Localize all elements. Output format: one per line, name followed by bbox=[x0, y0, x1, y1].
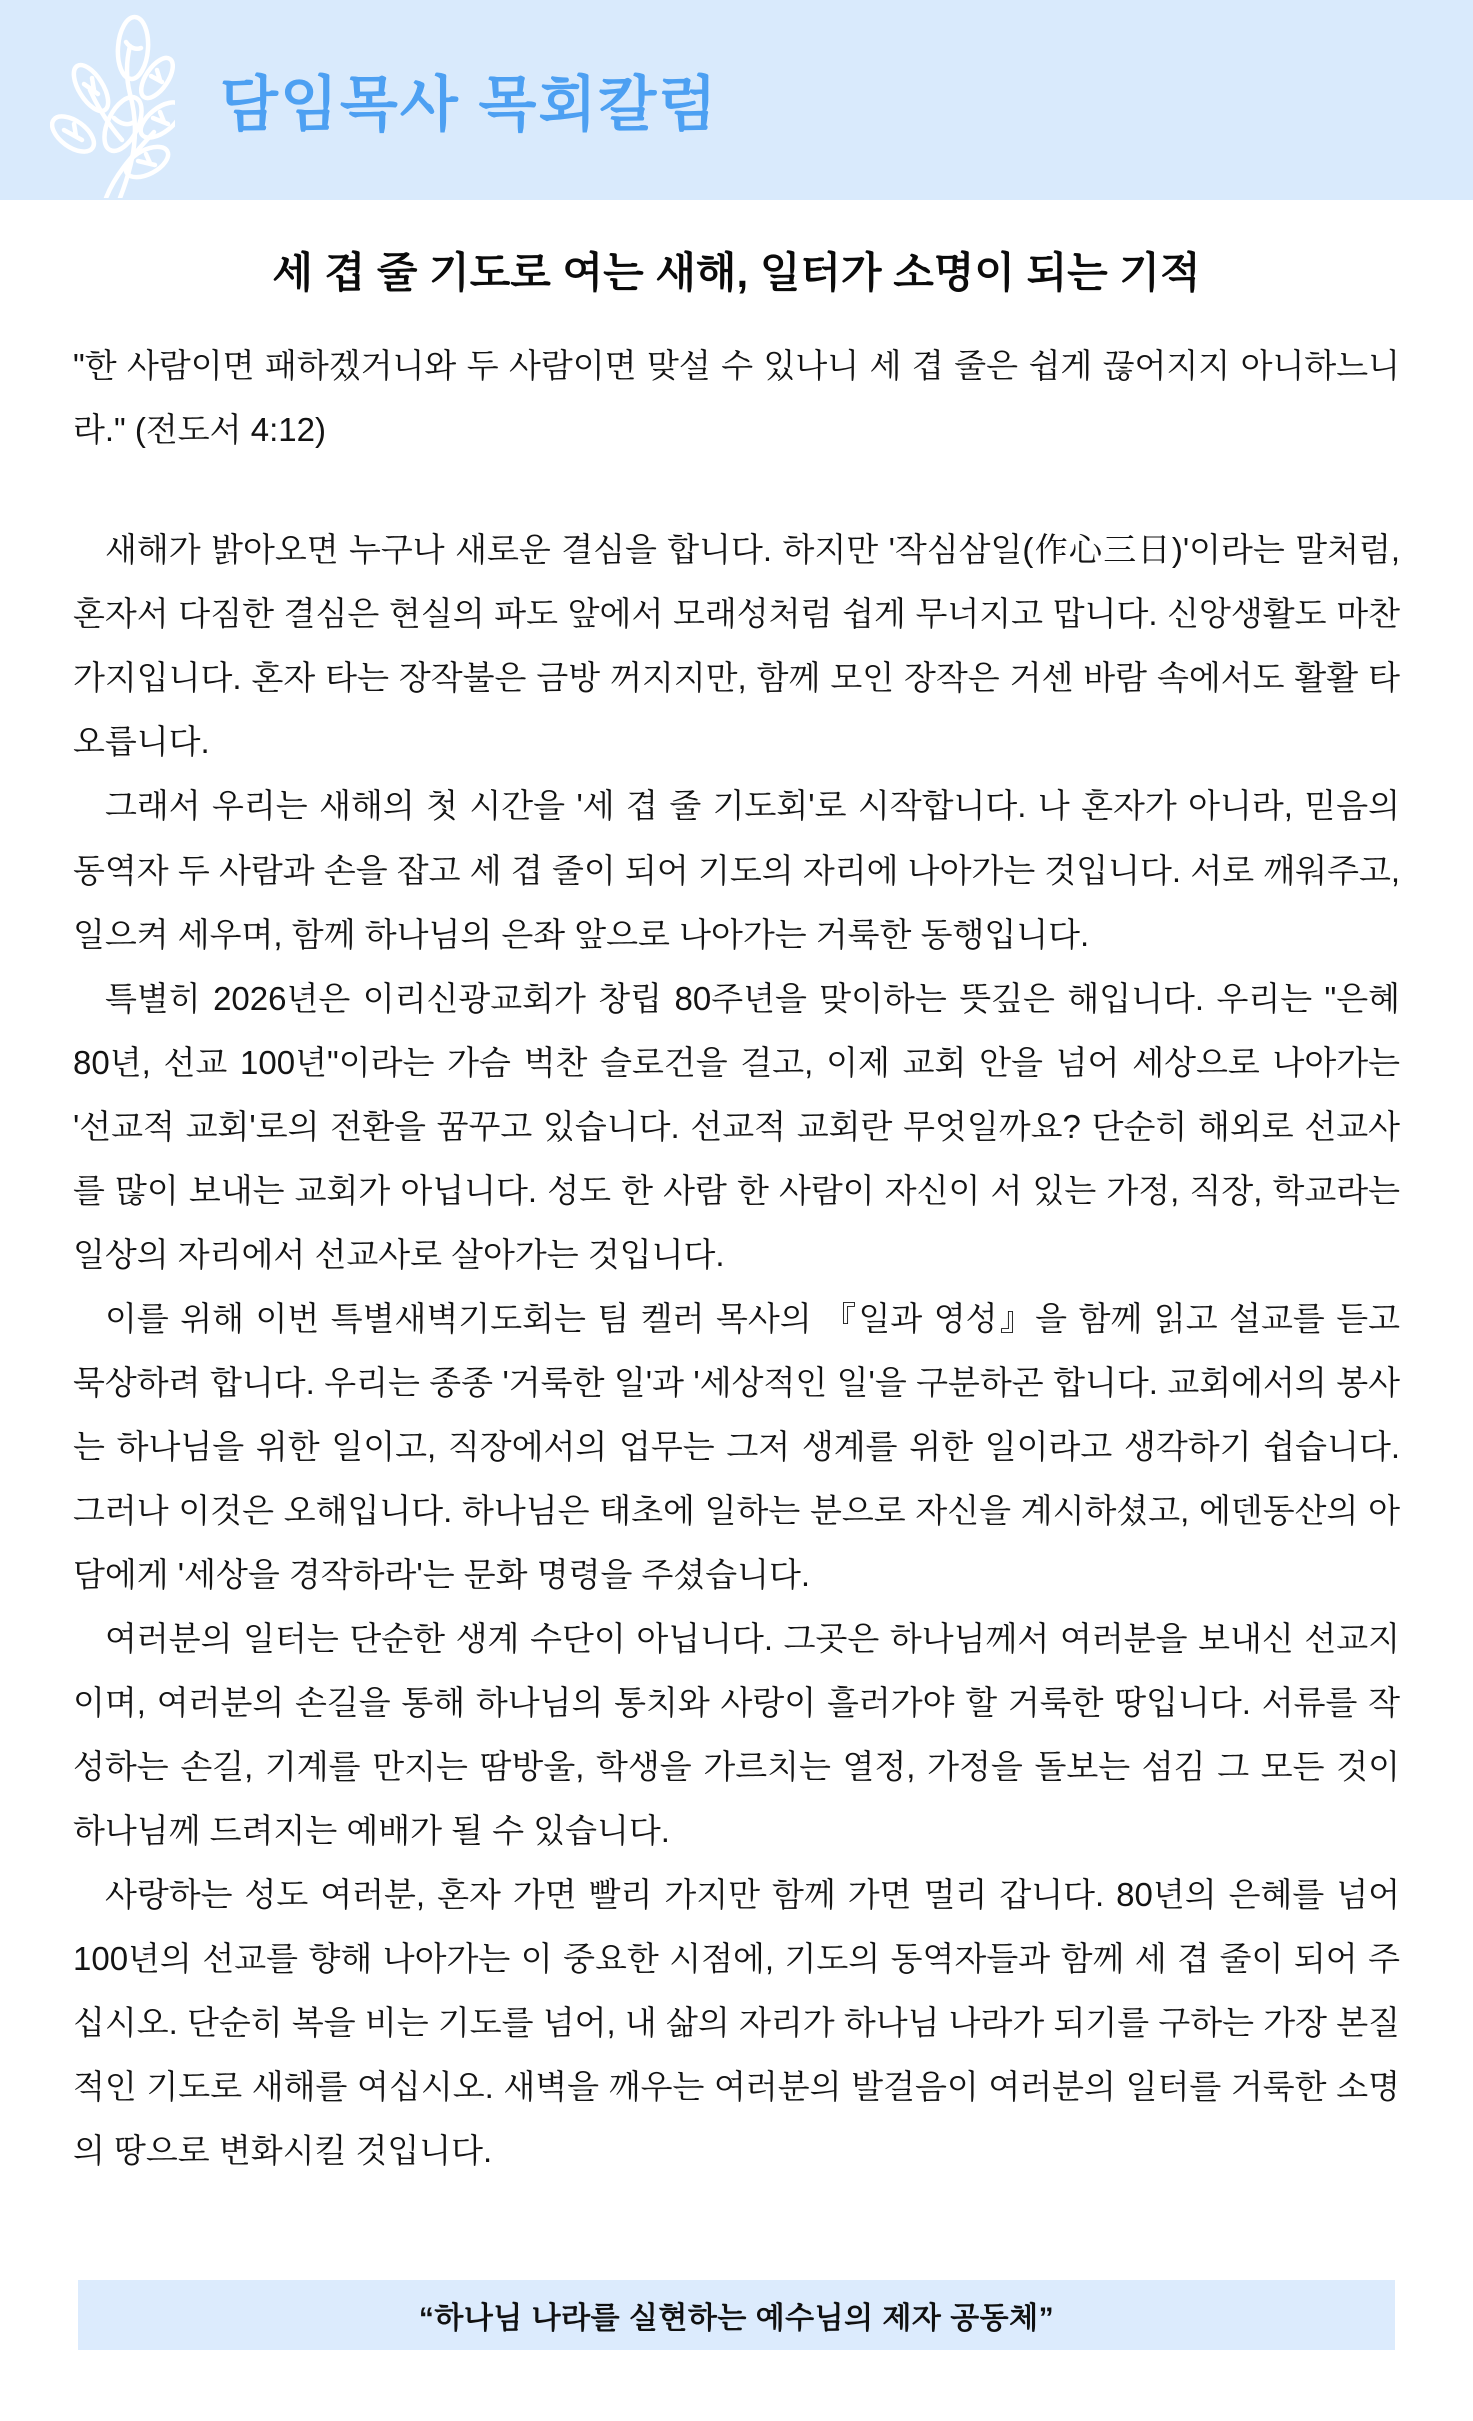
footer bbox=[0, 2280, 1473, 2421]
footer-motto-bar bbox=[78, 2280, 1395, 2350]
footer-motto-text: “하나님 나라를 실현하는 예수님의 제자 공동체” bbox=[418, 2302, 1055, 2335]
column-header-title: 담임목사 목회칼럼 bbox=[220, 71, 719, 138]
scripture-quote: "한 사람이면 패하겠거니와 두 사람이면 맞설 수 있나니 세 겹 줄은 쉽게 끊어지지 아니하느니라." (전도서 4:12) bbox=[73, 347, 1400, 449]
leaf-branch-icon bbox=[50, 12, 175, 198]
article-body bbox=[73, 518, 1400, 2182]
article-title: 세 겹 줄 기도로 여는 새해, 일터가 소명이 되는 기적 bbox=[272, 249, 1201, 296]
column-header bbox=[0, 0, 1473, 200]
paragraph: 여러분의 일터는 단순한 생계 수단이 아닙니다. 그곳은 하나님께서 여러분을 보내신 선교지이며, 여러분의 손길을 통해 하나님의 통치와 사랑이 흘러가야 할 거룩한 땅입니다. 서류를 작성하는 손길, 기계를 만지는 땀방울, 학생을 가르치는 열정, 가정을 돌보는 섬김 그 모든 것이 하나님께 드려지는 예배가 될 수 있습니다. bbox=[73, 1619, 1400, 1849]
paragraph: 사랑하는 성도 여러분, 혼자 가면 빨리 가지만 함께 가면 멀리 갑니다. 80년의 은혜를 넘어 100년의 선교를 향해 나아가는 이 중요한 시점에, 기도의 동역자들과 함께 세 겹 줄이 되어 주십시오. 단순히 복을 비는 기도를 넘어, 내 삶의 자리가 하나님 나라가 되기를 구하는 가장 본질적인 기도로 새해를 여십시오. 새벽을 깨우는 여러분의 발걸음이 여러분의 일터를 거룩한 소명의 땅으로 변화시킬 것입니다. bbox=[73, 1875, 1400, 2169]
paragraph: 특별히 2026년은 이리신광교회가 창립 80주년을 맞이하는 뜻깊은 해입니다. 우리는 "은혜 80년, 선교 100년"이라는 가슴 벅찬 슬로건을 걸고, 이제 교회 안을 넘어 세상으로 나아가는 '선교적 교회'로의 전환을 꿈꾸고 있습니다. 선교적 교회란 무엇일까요? 단순히 해외로 선교사를 많이 보내는 교회가 아닙니다. 성도 한 사람 한 사람이 자신이 서 있는 가정, 직장, 학교라는 일상의 자리에서 선교사로 살아가는 것입니다. bbox=[73, 979, 1400, 1273]
article-content bbox=[0, 200, 1473, 2280]
paragraph: 이를 위해 이번 특별새벽기도회는 팀 켈러 목사의 『일과 영성』을 함께 읽고 설교를 듣고 묵상하려 합니다. 우리는 종종 '거룩한 일'과 '세상적인 일'을 구분하곤 합니다. 교회에서의 봉사는 하나님을 위한 일이고, 직장에서의 업무는 그저 생계를 위한 일이라고 생각하기 쉽습니다. 그러나 이것은 오해입니다. 하나님은 태초에 일하는 분으로 자신을 계시하셨고, 에덴동산의 아담에게 '세상을 경작하라'는 문화 명령을 주셨습니다. bbox=[73, 1299, 1400, 1593]
paragraph: 그래서 우리는 새해의 첫 시간을 '세 겹 줄 기도회'로 시작합니다. 나 혼자가 아니라, 믿음의 동역자 두 사람과 손을 잡고 세 겹 줄이 되어 기도의 자리에 나아가는 것입니다. 서로 깨워주고, 일으켜 세우며, 함께 하나님의 은좌 앞으로 나아가는 거룩한 동행입니다. bbox=[73, 787, 1400, 953]
paragraph: 새해가 밝아오면 누구나 새로운 결심을 합니다. 하지만 '작심삼일(作心三日)'이라는 말처럼, 혼자서 다짐한 결심은 현실의 파도 앞에서 모래성처럼 쉽게 무너지고 맙니다. 신앙생활도 마찬가지입니다. 혼자 타는 장작불은 금방 꺼지지만, 함께 모인 장작은 거센 바람 속에서도 활활 타오릅니다. bbox=[73, 531, 1400, 761]
